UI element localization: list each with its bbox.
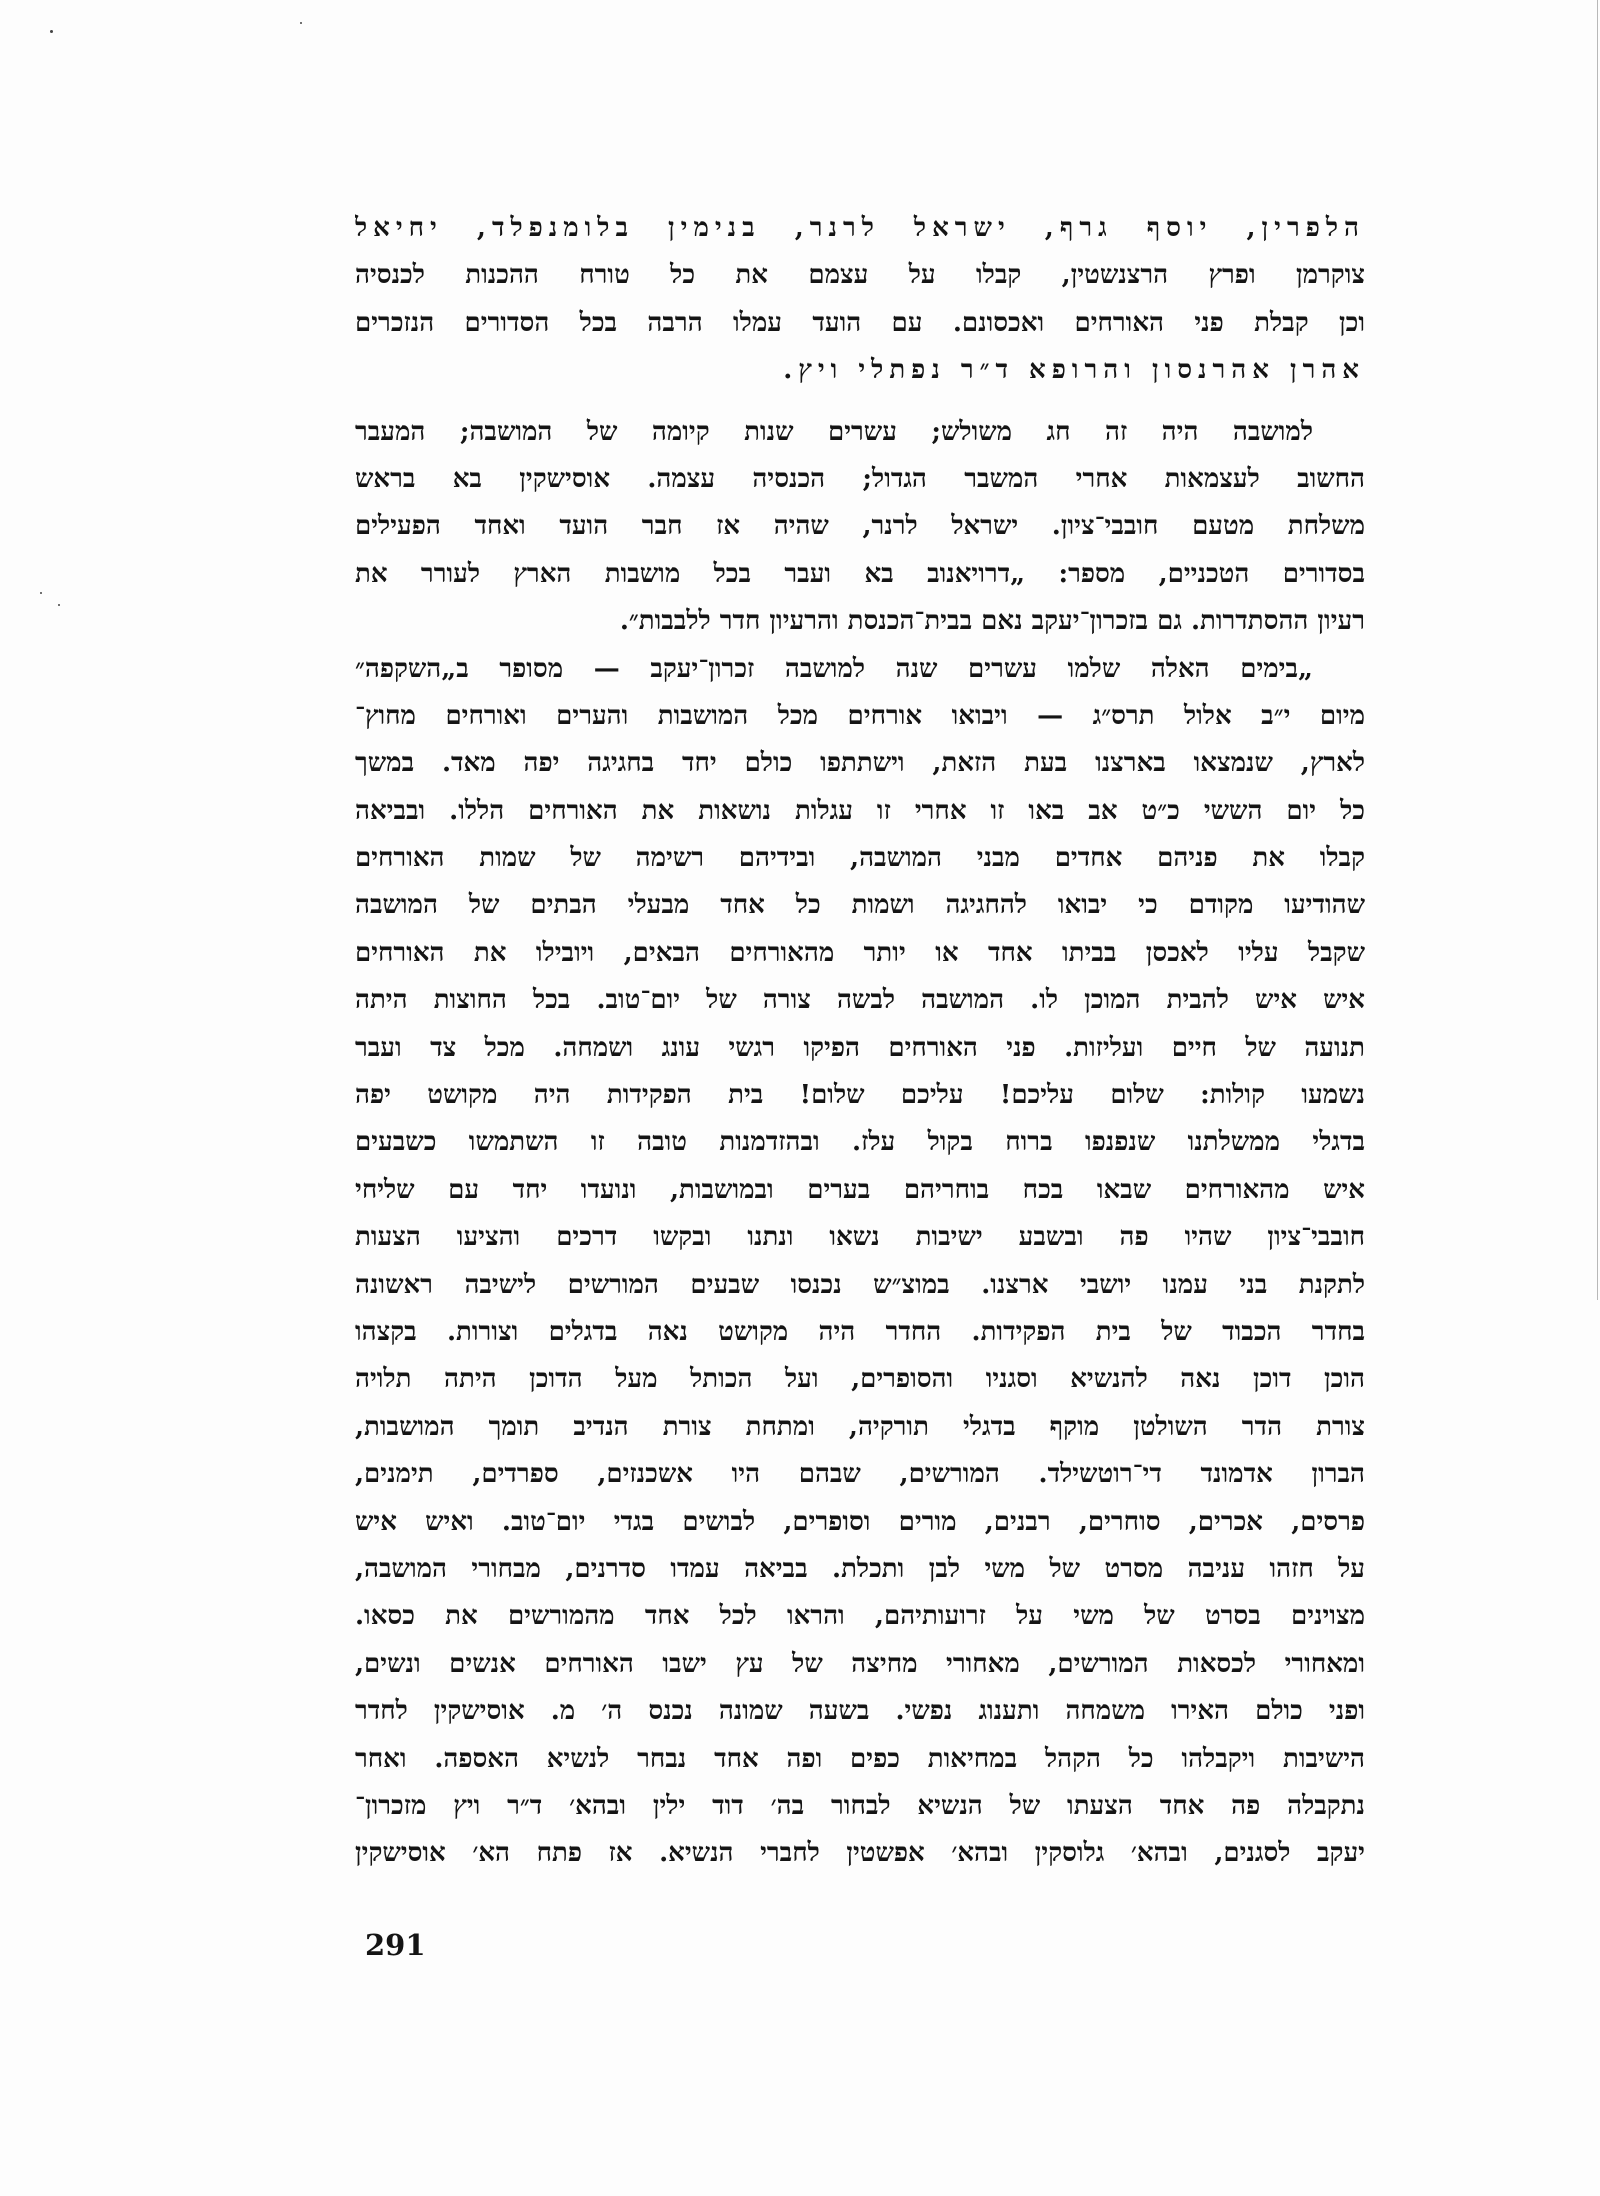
text-line: נתקבלה פה אחד הצעתו של הנשיא לבחור בה׳ דוד ילין ובהא׳ ד״ר ויץ מזכרון־: [355, 1790, 1365, 1821]
text-line: שהודיעו מקודם כי יבואו להחגיגה ושמות כל אחד מבעלי הבתים של המושבה: [355, 890, 1365, 921]
text-line: יעקב לסגנים, ובהא׳ גלוסקין ובהא׳ אפשטין לחברי הנשיא. אז פתח הא׳ אוסישקין: [355, 1838, 1365, 1869]
scan-speck: [58, 604, 60, 606]
text-line: צורת הדר השולטן מוקף בדגלי תורקיה, ומתחת צורת הנדיב תומך המושבות,: [355, 1411, 1365, 1442]
text-line: קבלו את פניהם אחדים מבני המושבה, ובידיהם רשימה של שמות האורחים: [355, 843, 1365, 874]
text-line: כל יום הששי כ״ט אב באו זו אחרי זו עגלות נושאות את האורחים הללו. ובביאה: [355, 795, 1365, 826]
text-line: ומאחורי לכסאות המורשים, מאחורי מחיצה של עץ ישבו האורחים אנשים ונשים,: [355, 1648, 1365, 1679]
text-line: החשוב לעצמאות אחרי המשבר הגדול; הכנסיה עצמה. אוסישקין בא בראש: [355, 463, 1365, 494]
text-line: על חזהו עניבה מסרט של משי לבן ותכלת. בביאה עמדו סדרנים, מבחורי המושבה,: [355, 1553, 1365, 1584]
text-line: הישיבות ויקבלהו כל הקהל במחיאות כפים ופה אחד נבחר לנשיא האספה. ואחר: [355, 1743, 1365, 1774]
text-line: ופני כולם האירו משמחה ותענוג נפשי. בשעה שמונה נכנס ה׳ מ. אוסישקין לחדר: [355, 1696, 1365, 1727]
text-line: בסדורים הטכניים, מספר: „דרויאנוב בא ועבר בכל מושבות הארץ לעורר את: [355, 558, 1365, 589]
page-number: 291: [365, 1928, 426, 1962]
text-line: נשמעו קולות: שלום עליכם! עליכם שלום! בית הפקידות היה מקושט יפה: [355, 1080, 1365, 1111]
text-line: שקבל עליו לאכסן בביתו אחד או יותר מהאורחים הבאים, ויובילו את האורחים: [355, 937, 1365, 968]
text-line: הלפרין, יוסף גרף, ישראל לרנר, בנימין בלומנפלד, יחיאל: [355, 213, 1365, 243]
text-line: אהרן אהרנסון והרופא ד״ר נפתלי ויץ.: [783, 355, 1365, 386]
text-line: מצוינים בסרט של משי על זרועותיהם, והראו לכל אחד מהמורשים את כסאו.: [355, 1601, 1365, 1632]
scan-speck: [40, 592, 42, 594]
text-line: חובבי־ציון שהיו פה ובשבע ישיבות נשאו ונתנו ובקשו דרכים והציעו הצעות: [355, 1222, 1365, 1253]
text-line: „בימים האלה שלמו עשרים שנה למושבה זכרון־יעקב — מסופר ב„השקפה״: [355, 653, 1313, 684]
text-line: בחדר הכבוד של בית הפקידות. החדר היה מקושט נאה בדגלים וצורות. בקצהו: [355, 1316, 1365, 1347]
text-line: בדגלי ממשלתנו שנפנפו ברוח בקול עלז. ובהזדמנות טובה זו השתמשו כשבעים: [355, 1127, 1365, 1158]
text-line: למושבה היה זה חג משולש; עשרים שנות קיומה של המושבה; המעבר: [355, 416, 1313, 447]
text-line: איש איש להבית המוכן לו. המושבה לבשה צורה של יום־טוב. בכל החוצות היתה: [355, 985, 1365, 1016]
text-line: תנועה של חיים ועליזות. פני האורחים הפיקו רגשי עונג ושמחה. מכל צד ועבר: [355, 1032, 1365, 1063]
text-line: רעיון ההסתדרות. גם בזכרון־יעקב נאם בבית־הכנסת והרעיון חדר ללבבות״.: [619, 606, 1365, 637]
text-line: לתקנת בני עמנו יושבי ארצנו. במוצ״ש נכנסו שבעים המורשים לישיבה ראשונה: [355, 1269, 1365, 1300]
text-line: צוקרמן ופרץ הרצנשטין, קבלו על עצמם את כל טורח ההכנות לכנסיה: [355, 260, 1365, 291]
text-line: לארץ, שנמצאו בארצנו בעת הזאת, וישתתפו כולם יחד בחגיגה יפה מאד. במשך: [355, 748, 1365, 779]
text-line: מיום י״ב אלול תרס״ג — ויבואו אורחים מכל המושבות והערים ואורחים מחוץ־: [355, 700, 1365, 731]
text-line: וכן קבלת פני האורחים ואכסונם. עם הועד עמלו הרבה בכל הסדורים הנזכרים: [355, 307, 1365, 338]
text-line: הוכן דוכן נאה להנשיא וסגניו והסופרים, ועל הכותל מעל הדוכן היתה תלויה: [355, 1364, 1365, 1395]
scan-speck: [50, 30, 53, 33]
scan-speck: [300, 22, 302, 24]
text-line: איש מהאורחים שבאו בכח בוחריהם בערים ובמושבות, ונועדו יחד עם שליחי: [355, 1174, 1365, 1205]
text-line: פרסים, אכרים, סוחרים, רבנים, מורים וסופרים, לבושים בגדי יום־טוב. ואיש איש: [355, 1506, 1365, 1537]
text-line: משלחת מטעם חובבי־ציון. ישראל לרנר, שהיה אז חבר הועד ואחד הפעילים: [355, 511, 1365, 542]
scan-edge: [1597, 0, 1598, 1300]
body-text: [355, 205, 1365, 1878]
text-line: הברון אדמונד די־רוטשילד. המורשים, שבהם היו אשכנזים, ספרדים, תימנים,: [355, 1459, 1365, 1490]
